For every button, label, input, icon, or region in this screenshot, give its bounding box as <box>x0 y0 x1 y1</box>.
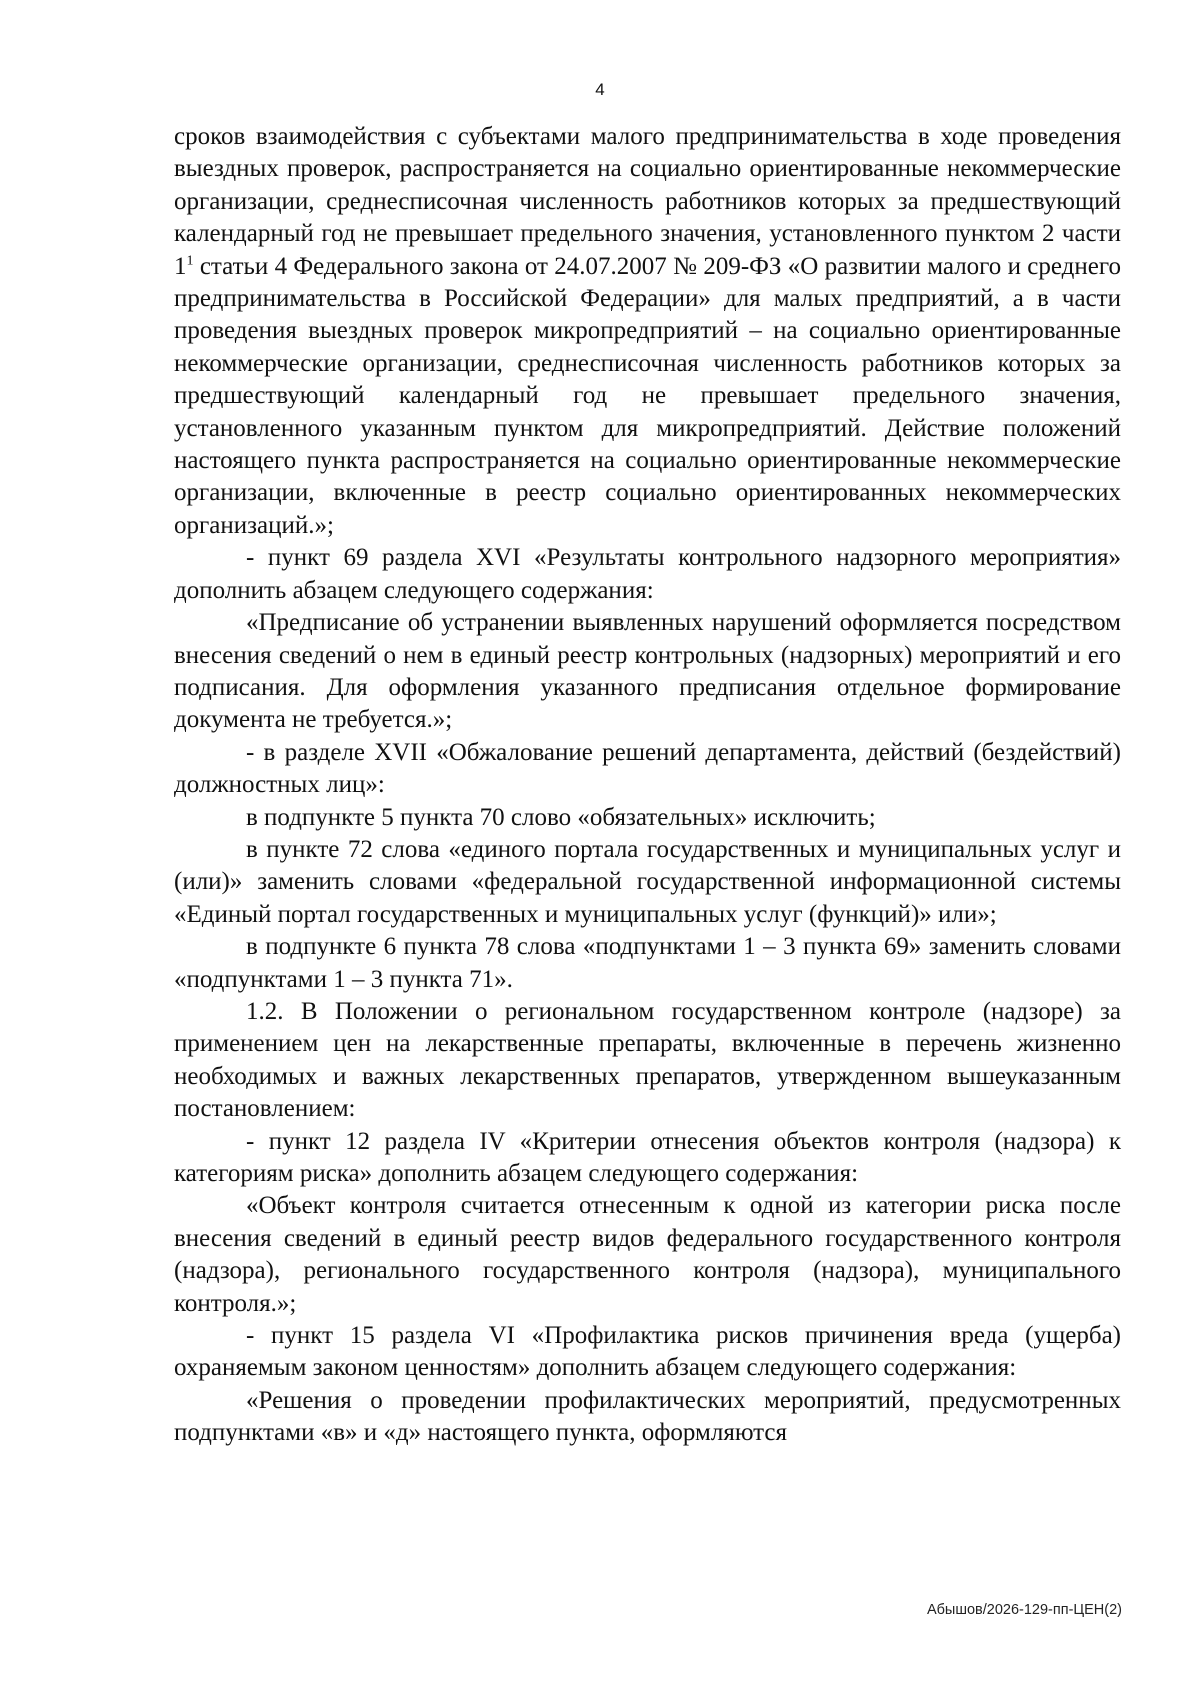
paragraph-text: статьи 4 Федерального закона от 24.07.2007 № 209-ФЗ «О развитии малого и среднего предпринимательства в Российской Федерации» для малых предприятий, а в части проведения выездных проверок микропредприятий – на социально ориентированные некоммерческие организации, среднесписочная численность работников которых за предшествующий календарный год не превышает предельного значения, установленного указанным пунктом для микропредприятий. Действие положений настоящего пункта распространяется на социально ориентированные некоммерческие организации, включенные в реестр социально ориентированных некоммерческих организаций.»; <box>174 252 1121 539</box>
paragraph: - пункт 12 раздела IV «Критерии отнесения объектов контроля (надзора) к категориям риска» дополнить абзацем следующего содержания: <box>174 1127 1121 1187</box>
document-code: Абышов/2026-129-пп-ЦЕН(2) <box>926 1602 1122 1618</box>
paragraph: - пункт 15 раздела VI «Профилактика рисков причинения вреда (ущерба) охраняемым законом ценностям» дополнить абзацем следующего содержания: <box>174 1322 1121 1382</box>
paragraph: - пункт 69 раздела XVI «Результаты контрольного надзорного мероприятия» дополнить абзацем следующего содержания: <box>174 544 1121 604</box>
paragraph: «Предписание об устранении выявленных нарушений оформляется посредством внесения сведений о нем в единый реестр контрольных (надзорных) мероприятий и его подписания. Для оформления указанного предписания отдельное формирование документа не требуется.»; <box>174 609 1121 734</box>
paragraph: в подпункте 6 пункта 78 слова «подпунктами 1 – 3 пункта 69» заменить словами «подпунктами 1 – 3 пункта 71». <box>174 933 1121 993</box>
paragraph: 1.2. В Положении о региональном государственном контроле (надзоре) за применением цен на лекарственные препараты, включенные в перечень жизненно необходимых и важных лекарственных препаратов, утвержденном вышеуказанным постановлением: <box>174 997 1121 1123</box>
page-number: 4 <box>595 80 605 99</box>
paragraph-text: сроков взаимодействия с субъектами малого предпринимательства в ходе проведения выездных проверок, распространяется на социально ориентированные некоммерческие организации, среднесписочная численность работников которых за предшествующий календарный год не превышает предельного значения, установленного пунктом 2 части 1 <box>174 123 1121 280</box>
superscript: 1 <box>186 253 194 269</box>
document-body <box>174 121 1121 1450</box>
paragraph: «Объект контроля считается отнесенным к одной из категории риска после внесения сведений в единый реестр видов федерального государственного контроля (надзора), регионального государственного контроля (надзора), муниципального контроля.»; <box>174 1192 1121 1317</box>
paragraph-continuation <box>174 121 1121 542</box>
paragraph: «Решения о проведении профилактических мероприятий, предусмотренных подпунктами «в» и «д» настоящего пункта, оформляются <box>174 1386 1121 1447</box>
paragraph: - в разделе XVII «Обжалование решений департамента, действий (бездействий) должностных лиц»: <box>174 738 1121 799</box>
paragraph: в подпункте 5 пункта 70 слово «обязательных» исключить; <box>246 803 876 831</box>
paragraph: в пункте 72 слова «единого портала государственных и муниципальных услуг и (или)» заменить словами «федеральной государственной информационной системы «Единый портал государственных и муниципальных услуг (функций)» или»; <box>174 835 1121 928</box>
